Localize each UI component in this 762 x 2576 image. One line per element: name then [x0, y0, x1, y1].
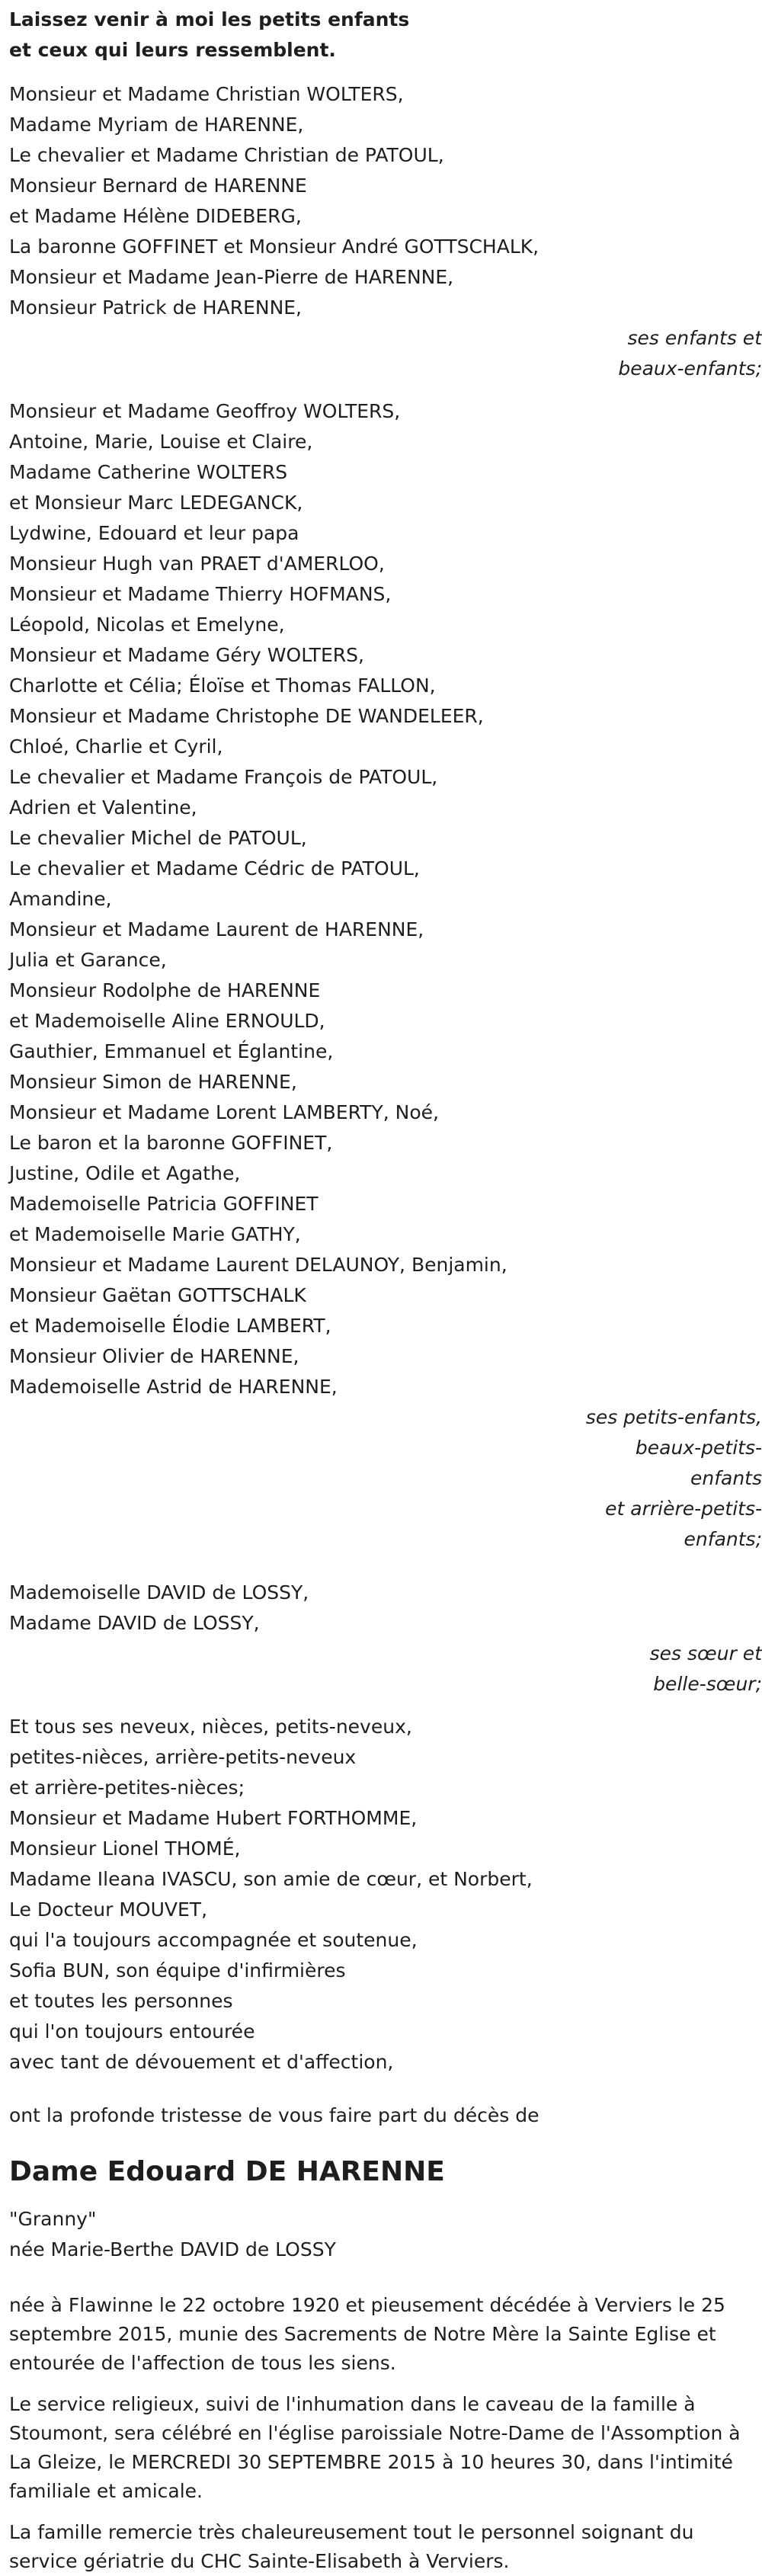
list-item: La baronne GOFFINET et Monsieur André GOTTSCHALK,: [9, 235, 539, 258]
relation-line: ses sœur et: [649, 1642, 762, 1664]
list-item: et toutes les personnes: [9, 1990, 233, 2012]
grandchildren-relation: [9, 1402, 762, 1555]
list-item: Monsieur Rodolphe de HARENNE: [9, 979, 321, 1001]
list-item: Justine, Odile et Agathe,: [9, 1162, 241, 1184]
list-item: Charlotte et Célia; Éloïse et Thomas FALLON,: [9, 674, 436, 697]
list-item: Madame Catherine WOLTERS: [9, 461, 288, 483]
relation-line: beaux-enfants;: [618, 357, 762, 380]
list-item: Lydwine, Edouard et leur papa: [9, 522, 299, 544]
list-item: Monsieur et Madame Geoffroy WOLTERS,: [9, 400, 401, 422]
list-item: et Mademoiselle Élodie LAMBERT,: [9, 1315, 331, 1337]
list-item: Monsieur et Madame Laurent DELAUNOY, Benjamin,: [9, 1254, 507, 1276]
list-item: Monsieur et Madame Laurent de HARENNE,: [9, 918, 424, 940]
list-item: Léopold, Nicolas et Emelyne,: [9, 614, 285, 636]
paragraph-service: Le service religieux, suivi de l'inhumation dans le caveau de la famille à Stoumont, sera célébré en l'église paroissiale Notre-Dame de l'Assomption à La Gleize, le MERCREDI 30 SEPTEMBRE 2015 à 10 heures 30, dans l'intimité familiale et amicale.: [9, 2393, 741, 2502]
list-item: et Mademoiselle Aline ERNOULD,: [9, 1010, 325, 1032]
list-item: Le chevalier Michel de PATOUL,: [9, 827, 307, 849]
list-item: petites-nièces, arrière-petits-neveux: [9, 1746, 357, 1768]
epigraph-line-2: et ceux qui leurs ressemblent.: [9, 39, 336, 61]
relation-line: enfants;: [684, 1528, 762, 1550]
relation-line: enfants: [690, 1467, 762, 1489]
list-item: Monsieur Bernard de HARENNE: [9, 175, 307, 197]
list-item: Mademoiselle DAVID de LOSSY,: [9, 1581, 309, 1604]
announcement: ont la profonde tristesse de vous faire part du décès de: [9, 2104, 539, 2126]
list-item: et arrière-petites-nièces;: [9, 1777, 245, 1799]
list-item: qui l'on toujours entourée: [9, 2020, 255, 2043]
list-item: et Monsieur Marc LEDEGANCK,: [9, 492, 303, 514]
list-item: Le chevalier et Madame Cédric de PATOUL,: [9, 857, 420, 879]
list-item: Adrien et Valentine,: [9, 796, 197, 819]
list-item: Monsieur et Madame Jean-Pierre de HARENNE,: [9, 266, 454, 288]
list-item: Monsieur et Madame Christophe DE WANDELEER,: [9, 705, 484, 727]
list-item: Mademoiselle Patricia GOFFINET: [9, 1193, 319, 1215]
others-list: [9, 1712, 762, 2078]
relation-line: belle-sœur;: [653, 1673, 762, 1695]
siblings-relation: [9, 1639, 762, 1700]
list-item: Monsieur Simon de HARENNE,: [9, 1071, 297, 1093]
relation-line: et arrière-petits-: [605, 1498, 762, 1520]
list-item: Madame DAVID de LOSSY,: [9, 1612, 260, 1634]
list-item: Monsieur Hugh van PRAET d'AMERLOO,: [9, 553, 385, 575]
list-item: Le Docteur MOUVET,: [9, 1898, 208, 1921]
children-relation: [9, 323, 762, 384]
siblings-list: [9, 1578, 762, 1639]
children-list: [9, 79, 762, 323]
relation-line: ses enfants et: [627, 327, 762, 349]
relation-line: ses petits-enfants,: [585, 1406, 762, 1428]
list-item: Madame Ileana IVASCU, son amie de cœur, et Norbert,: [9, 1868, 533, 1890]
epigraph-line-1: Laissez venir à moi les petits enfants: [9, 8, 410, 30]
list-item: Le chevalier et Madame François de PATOUL,: [9, 766, 438, 788]
list-item: Monsieur et Madame Lorent LAMBERTY, Noé,: [9, 1101, 439, 1123]
list-item: Amandine,: [9, 888, 112, 910]
list-item: Antoine, Marie, Louise et Claire,: [9, 431, 313, 453]
list-item: Le chevalier et Madame Christian de PATOUL,: [9, 144, 444, 166]
list-item: Le baron et la baronne GOFFINET,: [9, 1132, 333, 1154]
list-item: Monsieur Patrick de HARENNE,: [9, 296, 303, 319]
list-item: Et tous ses neveux, nièces, petits-neveux,: [9, 1716, 412, 1738]
epigraph: [9, 0, 762, 66]
grandchildren-list: [9, 396, 762, 1402]
list-item: Monsieur Gaëtan GOTTSCHALK: [9, 1284, 306, 1306]
list-item: et Madame Hélène DIDEBERG,: [9, 205, 302, 227]
list-item: Monsieur et Madame Thierry HOFMANS,: [9, 583, 392, 605]
list-item: Sofia BUN, son équipe d'infirmières: [9, 1959, 346, 1982]
list-item: avec tant de dévouement et d'affection,: [9, 2051, 394, 2073]
list-item: Chloé, Charlie et Cyril,: [9, 735, 223, 758]
list-item: Monsieur et Madame Hubert FORTHOMME,: [9, 1807, 418, 1829]
relation-line: beaux-petits-: [635, 1437, 762, 1459]
list-item: Monsieur Lionel THOMÉ,: [9, 1837, 241, 1860]
list-item: Monsieur Olivier de HARENNE,: [9, 1345, 299, 1367]
list-item: Gauthier, Emmanuel et Églantine,: [9, 1040, 334, 1062]
list-item: et Mademoiselle Marie GATHY,: [9, 1223, 301, 1245]
nickname: "Granny": [9, 2208, 97, 2230]
list-item: Madame Myriam de HARENNE,: [9, 114, 304, 136]
paragraph-thanks: La famille remercie très chaleureusement tout le personnel soignant du service gériatrie du CHC Sainte-Elisabeth à Verviers.: [9, 2521, 694, 2572]
paragraph-birth-death: née à Flawinne le 22 octobre 1920 et pieusement décédée à Verviers le 25 septembre 2015, munie des Sacrements de Notre Mère la Sainte Eglise et entourée de l'affection de tous les siens.: [9, 2294, 725, 2374]
deceased-name: Dame Edouard DE HARENNE: [9, 2156, 445, 2187]
list-item: Monsieur et Madame Géry WOLTERS,: [9, 644, 364, 666]
list-item: Monsieur et Madame Christian WOLTERS,: [9, 83, 404, 105]
list-item: Julia et Garance,: [9, 949, 167, 971]
list-item: Mademoiselle Astrid de HARENNE,: [9, 1376, 338, 1398]
list-item: qui l'a toujours accompagnée et soutenue,: [9, 1929, 418, 1951]
maiden-name: née Marie-Berthe DAVID de LOSSY: [9, 2238, 336, 2260]
